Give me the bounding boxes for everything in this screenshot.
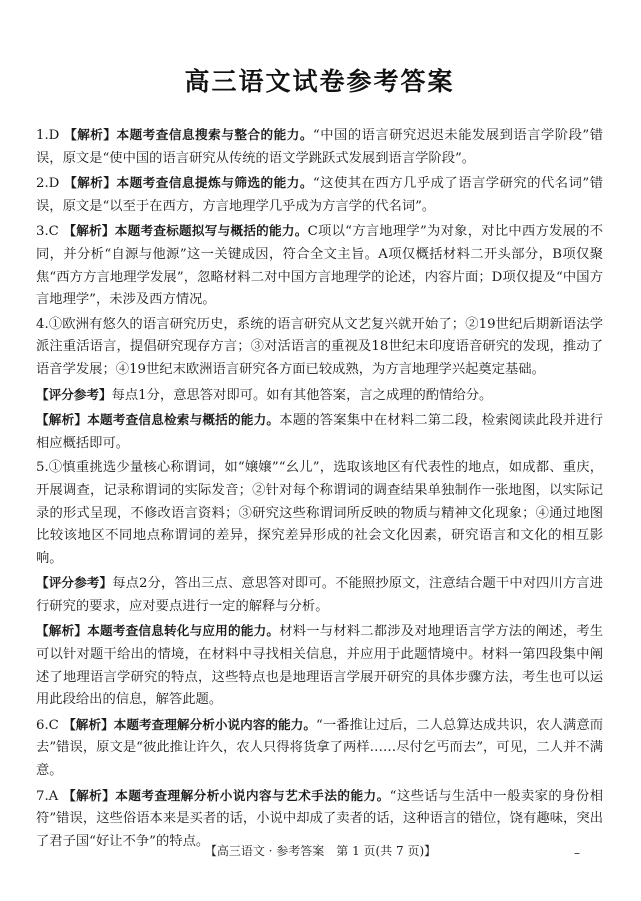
analysis-text: “一番推让过后，二人总算达成共识，农人满意而去”错误，原文是“彼此推让许久，农人只得将货拿了两样……尽付乞丐而去”，可见，二人并不满意。	[36, 717, 603, 779]
analysis-text: “中国的语言研究迟迟未能发展到语言学阶段”错误，原文是“使中国的语言研究从传统的语文学跳跃式发展到语言学阶段”。	[36, 128, 603, 166]
analysis-text: C项以“方言地理学”为对象，对比中西方发展的不同，并分析“自源与他源”这一关键成因，符合全文主旨。A项仅概括材料二开头部分，B项仅聚焦“西方方言地理学发展”，忽略材料二对中国方言地理学的论述，内容片面；D项仅提及“中国方言地理学”，未涉及西方情况。	[36, 224, 604, 308]
analysis-lead: 本题考查信息提炼与筛选的能力。	[116, 175, 313, 191]
analysis-text: 本题的答案集中在材料二第二段，检索阅读此段并进行相应概括即可。	[36, 413, 604, 451]
answer-item-3	[36, 220, 603, 311]
answer-text: ①欧洲有悠久的语言研究历史，系统的语言研究从文艺复兴就开始了；②19世纪后期新语法学派注重活语言，提倡研究现存方言；③对活语言的重视及18世纪末印度语音研究的发现，推动了语音学发展；④19世纪末欧洲语言研究各方面已较成熟，为方言地理学兴起奠定基础。	[36, 316, 603, 377]
analysis-lead: 本题考查理解分析小说内容与艺术手法的能力。	[115, 787, 390, 803]
analysis-lead: 本题考查信息转化与应用的能力。	[87, 623, 280, 639]
scoring-text: 每点2分，答出三点、意思答对即可。不能照抄原文，注意结合题干中对四川方言进行研究的要求，应对要点进行一定的解释与分析。	[36, 576, 604, 614]
analysis-tag: 【解析】	[63, 787, 116, 803]
page-title: 高三语文试卷参考答案	[184, 67, 455, 96]
answer-number: 2.D	[36, 176, 60, 192]
analysis-lead: 本题考查标题拟写与概括的能力。	[114, 223, 308, 239]
analysis-lead: 本题考查信息检索与概括的能力。	[87, 412, 280, 428]
scoring-tag: 【评分参考】	[36, 575, 113, 591]
scoring-note-4	[36, 384, 603, 408]
analysis-text: 材料一与材料二都涉及对地理语言学方法的阐述，考生可以针对题干给出的情境，在材料中寻找相关信息，并应用于此题情境中。材料一第四段集中阐述了地理语言学研究的特点，这些特点也是地理语言学展开研究的具体步骤方法，考生也可以运用此段给出的信息，解答此题。	[36, 624, 604, 708]
answer-item-5	[36, 457, 603, 570]
answer-number: 3.C	[36, 224, 59, 240]
scoring-note-5	[36, 572, 603, 618]
answer-number: 7.A	[36, 788, 59, 804]
analysis-tag: 【解析】	[36, 412, 88, 428]
analysis-tag: 【解析】	[36, 623, 88, 639]
analysis-tag: 【解析】	[63, 716, 114, 732]
analysis-note-5	[36, 620, 603, 711]
analysis-note-4	[36, 409, 603, 455]
answer-item-6	[36, 714, 603, 783]
answer-text: ①慎重挑选少量核心称谓词，如“嬢嬢”“幺儿”，选取该地区有代表性的地点，如成都、重庆，开展调查，记录称谓词的实际发音；②针对每个称谓词的调查结果单独制作一张地图，以实际记录的形式呈现，不修改语言资料；③研究这些称谓词所反映的物质与精神文化现象；④通过地图比较该地区不同地点称谓词的差异，探究差异形成的社会文化因素，研究语言和文化的相互影响。	[36, 460, 603, 566]
page-footer: 【高三语文 · 参考答案 第 1 页(共 7 页)】	[204, 844, 437, 858]
answer-number: 6.C	[36, 717, 59, 733]
analysis-text: “这使其在西方几乎成了语言学研究的代名词”错误，原文是“以至于在西方，方言地理学几乎成为方言学的代名词”。	[36, 176, 603, 214]
answer-list	[36, 124, 603, 853]
footer-mark: –	[574, 846, 580, 860]
scoring-tag: 【评分参考】	[36, 386, 112, 402]
scoring-text: 每点1分，意思答对即可。如有其他答案，言之成理的酌情给分。	[111, 387, 493, 403]
analysis-tag: 【解析】	[64, 127, 117, 142]
analysis-lead: 本题考查理解分析小说内容的能力。	[113, 716, 316, 732]
answer-number: 1.D	[36, 128, 60, 143]
answer-item-4	[36, 314, 603, 382]
analysis-text: “这些话与生活中一般卖家的身份相符”错误，这些俗语本来是买者的话，小说中却成了卖者的话，这种语言的错位，饶有趣味，突出了君子国“好让不争”的特点。	[36, 788, 603, 849]
answer-item-1	[36, 124, 603, 170]
answer-number: 4.	[36, 316, 49, 332]
analysis-lead: 本题考查信息搜索与整合的能力。	[116, 127, 313, 142]
answer-number: 5.	[36, 460, 49, 476]
answer-item-2	[36, 172, 603, 218]
analysis-tag: 【解析】	[63, 223, 115, 239]
analysis-tag: 【解析】	[64, 175, 117, 191]
